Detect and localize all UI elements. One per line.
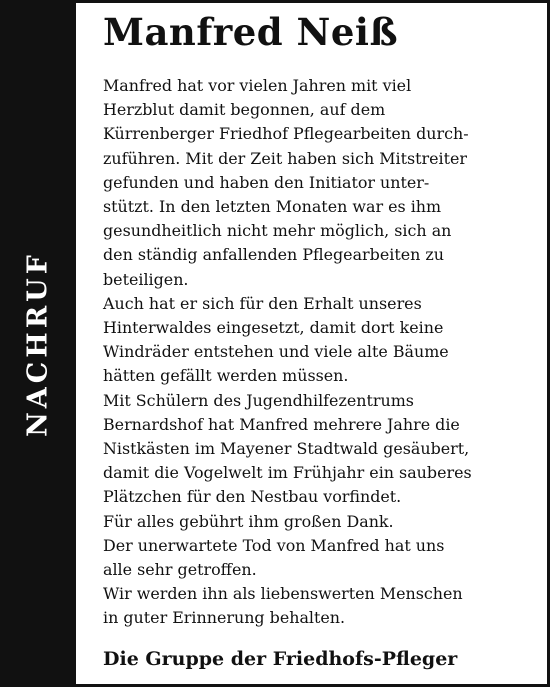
text-line: Kürrenberger Friedhof Pflegearbeiten durch- [103,124,469,144]
sidebar-label: NACHRUF [22,251,54,437]
sidebar-band [0,0,76,687]
text-line: in guter Erinnerung behalten. [103,608,346,628]
text-line: Herzblut damit begonnen, auf dem [103,100,386,120]
page-title: Manfred Neiß [103,10,399,54]
text-line: Auch hat er sich für den Erhalt unseres [103,293,422,313]
text-line: gefunden und haben den Initiator unter- [103,172,430,192]
text-line: Plätzchen für den Nestbau vorfindet. [103,487,402,507]
text-line: damit die Vogelwelt im Frühjahr ein sauberes [103,463,472,483]
text-line: Nistkästen im Mayener Stadtwald gesäubert, [103,439,470,459]
obituary-text [103,74,533,631]
text-line: zuführen. Mit der Zeit haben sich Mitstreiter [103,148,468,168]
text-line: Bernardshof hat Manfred mehrere Jahre die [103,414,460,434]
text-line: gesundheitlich nicht mehr möglich, sich an [103,221,452,241]
text-line: beteiligen. [103,269,189,289]
signature: Die Gruppe der Friedhofs-Pfleger [103,648,458,670]
text-line: Manfred hat vor vielen Jahren mit viel [103,76,412,95]
text-line: Mit Schülern des Jugendhilfezentrums [103,390,414,410]
text-line: Hinterwaldes eingesetzt, damit dort keine [103,318,444,338]
text-line: Wir werden ihn als liebenswerten Menschen [103,584,463,604]
text-line: stützt. In den letzten Monaten war es ihm [103,197,442,217]
text-line: den ständig anfallenden Pflegearbeiten zu [103,245,444,265]
text-line: Für alles gebührt ihm großen Dank. [103,511,394,531]
text-line: alle sehr getroffen. [103,560,257,580]
text-line: Der unerwartete Tod von Manfred hat uns [103,535,445,555]
text-line: hätten gefällt werden müssen. [103,366,349,386]
text-line: Windräder entstehen und viele alte Bäume [103,342,449,362]
